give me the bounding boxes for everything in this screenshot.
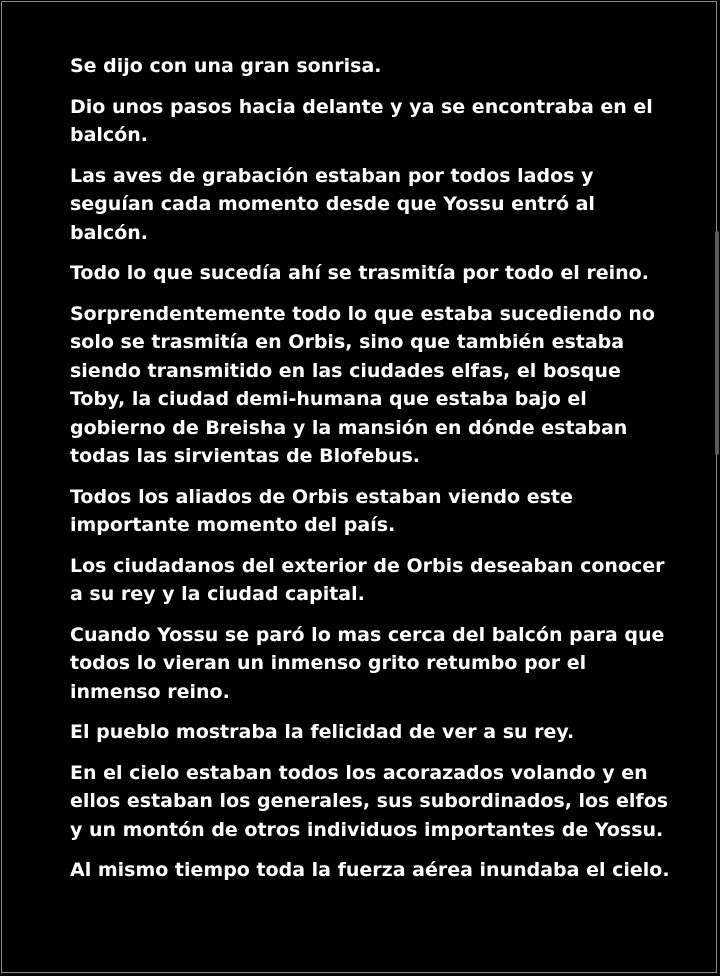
paragraph: Dio unos pasos hacia delante y ya se encontraba en el balcón. <box>70 95 653 146</box>
story-text <box>70 52 670 897</box>
paragraph: Cuando Yossu se paró lo mas cerca del balcón para que todos lo vieran un inmenso grito retumbo por el inmenso reino. <box>70 623 665 703</box>
paragraph: El pueblo mostraba la felicidad de ver a su rey. <box>70 721 575 743</box>
paragraph: Las aves de grabación estaban por todos lados y seguían cada momento desde que Yossu entró al balcón. <box>70 164 595 244</box>
paragraph: En el cielo estaban todos los acorazados volando y en ellos estaban los generales, sus subordinados, los elfos y un montón de otros individuos importantes de Yossu. <box>70 761 669 841</box>
paragraph: Sorprendentemente todo lo que estaba sucediendo no solo se trasmitía en Orbis, sino que también estaba siendo transmitido en las ciudades elfas, el bosque Toby, la ciudad demi-humana que estaba bajo el gobierno de Breisha y la mansión en dónde estaban todas las sirvientas de Blofebus. <box>70 302 655 467</box>
paragraph: Todo lo que sucedía ahí se trasmitía por todo el reino. <box>70 262 649 284</box>
paragraph: Al mismo tiempo toda la fuerza aérea inundaba el cielo. <box>70 859 670 881</box>
scrollbar-thumb[interactable] <box>715 231 719 455</box>
paragraph: Se dijo con una gran sonrisa. <box>70 55 382 77</box>
paragraph: Los ciudadanos del exterior de Orbis deseaban conocer a su rey y la ciudad capital. <box>70 554 665 605</box>
paragraph: Todos los aliados de Orbis estaban viendo este importante momento del país. <box>70 485 573 536</box>
